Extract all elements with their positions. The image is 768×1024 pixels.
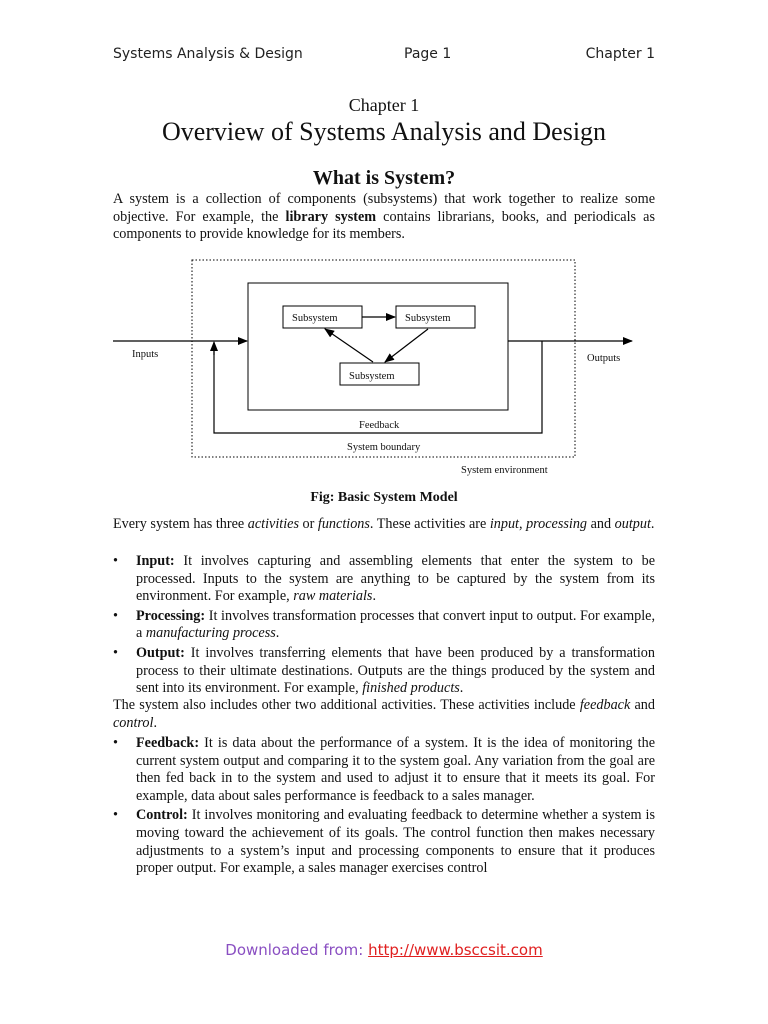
intro-text: A system is a collection of components (subsystems) that work together to realize some objective. For example, the	[113, 191, 655, 225]
activities-intro-paragraph	[113, 516, 655, 534]
item-text: It involves transformation processes that convert input to output. For example, a	[136, 607, 655, 642]
list-item-input	[113, 553, 655, 606]
bullet: •	[113, 553, 118, 569]
footer-download-link[interactable]: http://www.bsccsit.com	[368, 941, 543, 959]
bullet: •	[113, 607, 118, 624]
term-control: Control:	[136, 807, 188, 824]
text-run: and	[587, 516, 615, 532]
item-end: .	[372, 588, 376, 605]
item-end: .	[459, 680, 464, 697]
italic-term: activities	[247, 516, 299, 532]
text-run: . These activities are	[369, 516, 490, 532]
intro-text-end: contains librarians, books, and periodicals as components to provide knowledge for its members.	[113, 208, 655, 243]
italic-term: functions	[317, 516, 370, 532]
system-boundary-label: System boundary	[347, 442, 421, 453]
item-text: It involves capturing and assembling elements that enter the system to be processed. Inputs to the system are anything to be captured by the system from its environment. For example,	[136, 553, 655, 605]
subsystem-label-top-left: Subsystem	[292, 313, 338, 324]
activities-list	[113, 553, 655, 700]
header-document-title: Systems Analysis & Design	[113, 46, 303, 62]
text-run: and	[630, 697, 655, 713]
term-processing: Processing:	[136, 607, 206, 624]
subsystem-label-bottom: Subsystem	[349, 371, 395, 382]
page-footer	[0, 941, 768, 959]
figure-caption: Fig: Basic System Model	[310, 490, 458, 505]
text-run: The system also includes other two additional activities. These activities include	[113, 697, 580, 713]
item-text: It involves transferring elements that have been produced by a transformation process to their ultimate destinations. Outputs are the things produced by the system and sent into its environment. For example,	[136, 644, 655, 697]
italic-term: processing	[526, 516, 588, 532]
chapter-label: Chapter 1	[348, 95, 420, 115]
header-page-number: Page 1	[404, 46, 452, 62]
list-item-feedback	[113, 735, 655, 805]
footer-prefix: Downloaded from:	[225, 941, 369, 959]
term-output: Output:	[136, 644, 185, 661]
page-header	[113, 46, 655, 66]
outputs-label: Outputs	[587, 353, 621, 364]
item-example: manufacturing process	[145, 625, 276, 642]
term-feedback: Feedback:	[136, 735, 200, 751]
arrow-subsystem-right-to-bottom	[385, 329, 428, 362]
italic-term: input	[489, 516, 519, 532]
text-run: Every system has three	[113, 516, 248, 532]
item-text: It is data about the performance of a system. It is the idea of monitoring the current system output and comparing it to the system goal. Any variation from the goal are then fed back in to the system and used to adjust it to ensure that it meets its goal. For example, data about sales performance is feedback to a sales manager.	[136, 735, 655, 804]
system-box	[248, 283, 508, 410]
arrow-subsystem-bottom-to-left	[325, 329, 373, 362]
italic-term: output	[614, 516, 651, 532]
subsystem-label-top-right: Subsystem	[405, 313, 451, 324]
list-item-output	[113, 645, 655, 698]
italic-term: feedback	[579, 697, 631, 713]
additional-activities-list	[113, 735, 655, 880]
system-environment-label: System environment	[461, 465, 548, 476]
text-run: .	[650, 516, 655, 532]
italic-term: control	[113, 714, 154, 731]
item-example: finished products	[362, 680, 460, 697]
text-run: or	[298, 516, 318, 532]
list-item-processing	[113, 608, 655, 643]
text-run: .	[153, 714, 158, 731]
header-chapter: Chapter 1	[585, 46, 655, 62]
text-run: ,	[518, 516, 527, 532]
item-end: .	[275, 625, 280, 642]
chapter-title: Overview of Systems Analysis and Design	[161, 117, 607, 146]
section-heading: What is System?	[312, 167, 456, 189]
term-input: Input:	[136, 553, 175, 569]
bullet: •	[113, 644, 118, 661]
feedback-label: Feedback	[359, 420, 400, 431]
list-item-control	[113, 807, 655, 877]
basic-system-model-diagram	[105, 255, 645, 480]
item-example: raw materials	[293, 588, 373, 605]
inputs-label: Inputs	[132, 349, 159, 360]
intro-bold-term: library system	[285, 208, 377, 225]
additional-activities-paragraph	[113, 697, 655, 732]
item-text: It involves monitoring and evaluating feedback to determine whether a system is moving toward the achievement of its goals. The control function then makes necessary adjustments to a system’s input and processing components to ensure that it produces proper output. For example, a sales manager exercises control	[136, 807, 655, 877]
bullet: •	[113, 807, 118, 824]
bullet: •	[113, 735, 118, 751]
intro-paragraph	[113, 191, 655, 244]
